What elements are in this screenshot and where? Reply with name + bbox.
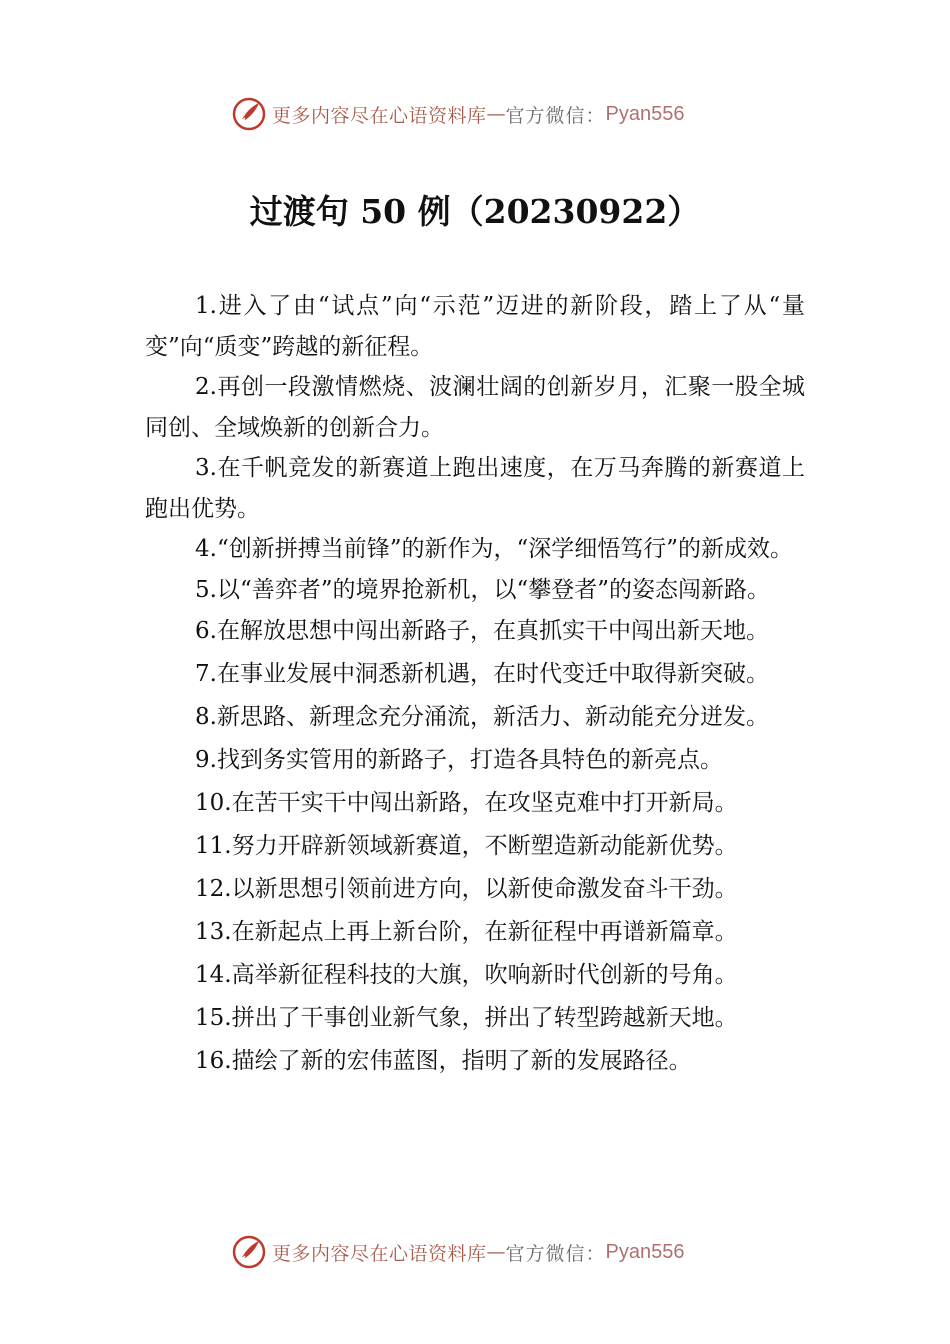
banner-text: 更多内容尽在心语资料库	[272, 1242, 487, 1265]
banner-wechat-label: 官方微信：	[505, 104, 606, 127]
list-item: 2.再创一段激情燃烧、波澜壮阔的创新岁月，汇聚一股全城同创、全域焕新的创新合力。	[145, 374, 805, 441]
list-item: 12.以新思想引领前进方向，以新使命激发奋斗干劲。	[195, 876, 738, 902]
feather-pen-logo-icon	[232, 97, 266, 131]
list-item: 16.描绘了新的宏伟蓝图，指明了新的发展路径。	[195, 1048, 692, 1074]
list-item: 15.拼出了干事创业新气象，拼出了转型跨越新天地。	[195, 1005, 738, 1031]
list-item: 4.“创新拼搏当前锋”的新作为，“深学细悟笃行”的新成效。	[195, 536, 793, 562]
list-item: 11.努力开辟新领域新赛道，不断塑造新动能新优势。	[195, 833, 738, 859]
list-item: 6.在解放思想中闯出新路子，在真抓实干中闯出新天地。	[195, 618, 769, 644]
list-item: 10.在苦干实干中闯出新路，在攻坚克难中打开新局。	[195, 790, 738, 816]
banner-dash: —	[486, 103, 506, 125]
list-item: 5.以“善弈者”的境界抢新机，以“攀登者”的姿态闯新路。	[195, 576, 770, 603]
banner-dash: —	[486, 1241, 506, 1263]
list-item: 14.高举新征程科技的大旗，吹响新时代创新的号角。	[195, 962, 738, 988]
list-item: 7.在事业发展中洞悉新机遇，在时代变迁中取得新突破。	[195, 661, 769, 687]
list-item: 8.新思路、新理念充分涌流，新活力、新动能充分迸发。	[195, 704, 769, 730]
feather-pen-logo-icon	[232, 1235, 266, 1269]
list-item: 13.在新起点上再上新台阶，在新征程中再谱新篇章。	[195, 919, 738, 945]
header-banner	[232, 96, 685, 132]
list-item: 1.进入了由“试点”向“示范”迈进的新阶段，踏上了从“量变”向“质变”跨越的新征程。	[145, 293, 805, 360]
document-title: 过渡句 50 例（20230922）	[249, 192, 701, 231]
banner-text: 更多内容尽在心语资料库	[272, 104, 487, 127]
list-item: 3.在千帆竞发的新赛道上跑出速度，在万马奔腾的新赛道上跑出优势。	[145, 455, 805, 522]
footer-banner	[232, 1234, 685, 1270]
banner-wechat-label: 官方微信：	[505, 1242, 606, 1265]
list-item: 9.找到务实管用的新路子，打造各具特色的新亮点。	[195, 747, 723, 773]
banner-wechat-id: Pyan556	[605, 1240, 685, 1263]
document-body	[145, 286, 805, 1083]
banner-wechat-id: Pyan556	[605, 102, 685, 125]
